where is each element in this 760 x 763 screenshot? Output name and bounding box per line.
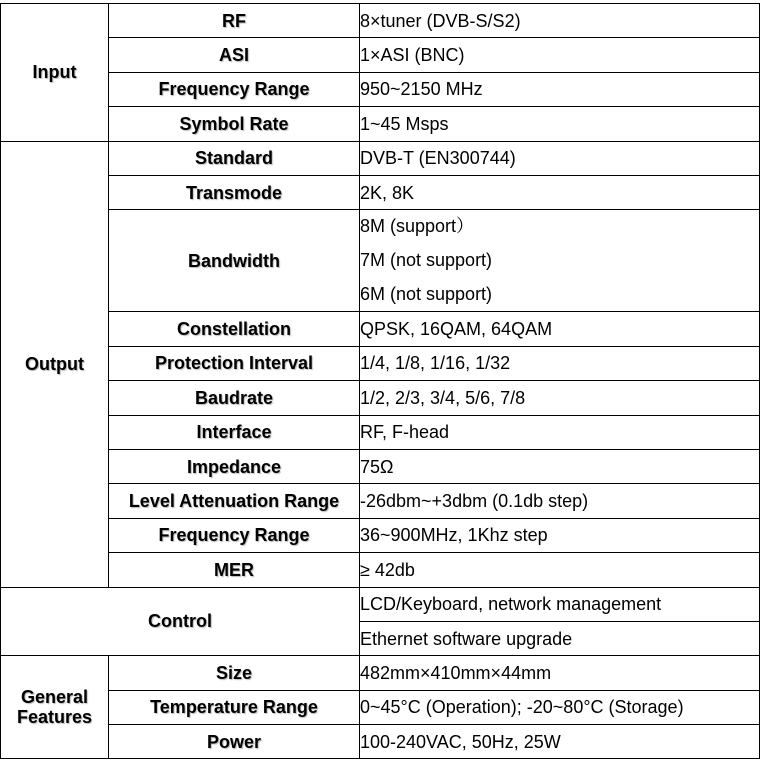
table-row: [1, 210, 760, 312]
value-input-frequency-range: 950~2150 MHz: [360, 72, 760, 106]
param-bandwidth: Bandwidth: [109, 210, 360, 312]
table-row: [1, 107, 760, 141]
table-row: [1, 346, 760, 380]
param-symbol-rate: Symbol Rate: [109, 107, 360, 141]
value-constellation: QPSK, 16QAM, 64QAM: [360, 312, 760, 346]
value-control-lcd: LCD/Keyboard, network management: [360, 587, 760, 621]
table-row: [1, 72, 760, 106]
table-row: [1, 38, 760, 72]
value-control-ethernet: Ethernet software upgrade: [360, 621, 760, 655]
param-level-attenuation-range: Level Attenuation Range: [109, 484, 360, 518]
param-size: Size: [109, 656, 360, 690]
value-output-frequency-range: 36~900MHz, 1Khz step: [360, 518, 760, 552]
bandwidth-8m: 8M (support）: [360, 216, 475, 237]
value-asi: 1×ASI (BNC): [360, 38, 760, 72]
group-output: Output: [1, 141, 109, 587]
group-general-line2: Features: [16, 707, 93, 728]
group-general-features: [1, 656, 109, 759]
param-baudrate: Baudrate: [109, 381, 360, 415]
bandwidth-6m: 6M (not support): [360, 283, 493, 304]
group-input: Input: [1, 4, 109, 142]
table-row: [1, 553, 760, 587]
group-control: Control: [1, 587, 360, 656]
value-baudrate: 1/2, 2/3, 3/4, 5/6, 7/8: [360, 381, 760, 415]
value-rf: 8×tuner (DVB-S/S2): [360, 4, 760, 38]
param-impedance: Impedance: [109, 449, 360, 483]
table-row: [1, 141, 760, 175]
table-row: [1, 656, 760, 690]
value-temperature-range: 0~45°C (Operation); -20~80°C (Storage): [360, 690, 760, 724]
param-transmode: Transmode: [109, 175, 360, 209]
bandwidth-7m: 7M (not support): [360, 250, 493, 271]
param-protection-interval: Protection Interval: [109, 346, 360, 380]
value-protection-interval: 1/4, 1/8, 1/16, 1/32: [360, 346, 760, 380]
spec-table: [0, 3, 760, 759]
value-symbol-rate: 1~45 Msps: [360, 107, 760, 141]
param-interface: Interface: [109, 415, 360, 449]
param-rf: RF: [109, 4, 360, 38]
value-bandwidth: [360, 210, 760, 312]
table-row: [1, 518, 760, 552]
value-level-attenuation-range: -26dbm~+3dbm (0.1db step): [360, 484, 760, 518]
value-mer: ≥ 42db: [360, 553, 760, 587]
table-row: [1, 449, 760, 483]
value-impedance: 75Ω: [360, 449, 760, 483]
table-row: [1, 312, 760, 346]
param-power: Power: [109, 725, 360, 759]
value-size: 482mm×410mm×44mm: [360, 656, 760, 690]
table-row: [1, 484, 760, 518]
value-interface: RF, F-head: [360, 415, 760, 449]
param-temperature-range: Temperature Range: [109, 690, 360, 724]
param-input-frequency-range: Frequency Range: [109, 72, 360, 106]
table-row: [1, 690, 760, 724]
param-asi: ASI: [109, 38, 360, 72]
table-row: [1, 587, 760, 621]
table-row: [1, 4, 760, 38]
param-output-frequency-range: Frequency Range: [109, 518, 360, 552]
group-general-line1: General: [20, 687, 89, 708]
table-row: [1, 725, 760, 759]
param-mer: MER: [109, 553, 360, 587]
value-transmode: 2K, 8K: [360, 175, 760, 209]
param-standard: Standard: [109, 141, 360, 175]
table-row: [1, 175, 760, 209]
value-standard: DVB-T (EN300744): [360, 141, 760, 175]
param-constellation: Constellation: [109, 312, 360, 346]
table-row: [1, 415, 760, 449]
table-row: [1, 381, 760, 415]
value-power: 100-240VAC, 50Hz, 25W: [360, 725, 760, 759]
